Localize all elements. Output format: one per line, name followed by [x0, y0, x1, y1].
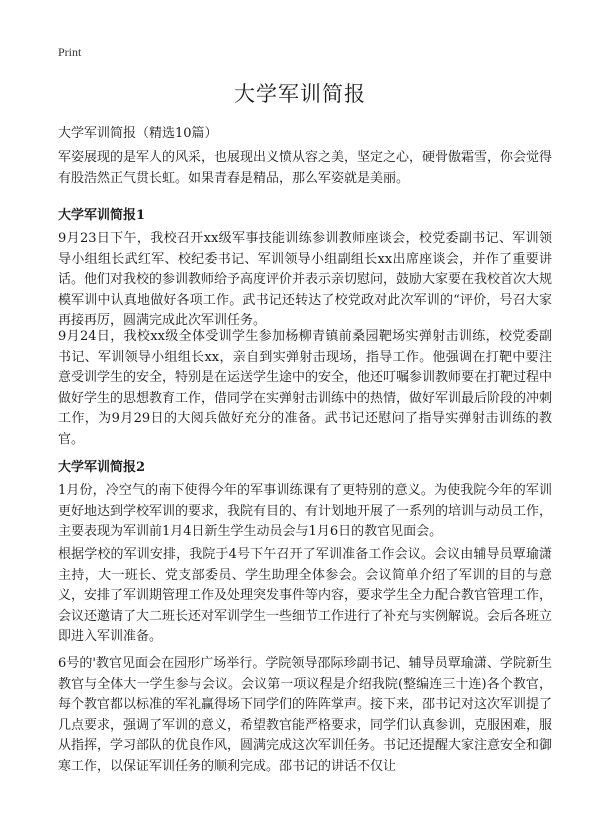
section-2-paragraph-1: 1月份，冷空气的南下使得今年的军事训练课有了更特别的意义。为使我院今年的军训更好地达到学校军训的要求，我院有目的、有计划地开展了一系列的培训与动员工作，主要表现为军训前1月4日新生学生动员会与1月6日的教官见面会。	[58, 483, 553, 540]
section-2-heading: 大学军训简报2	[58, 460, 146, 475]
intro-paragraph: 军姿展现的是军人的风采，也展现出义愤从容之美，坚定之心，硬骨傲霜雪，你会觉得有股浩然正气贯长虹。如果青春是精品，那么军姿就是美丽。	[58, 150, 553, 186]
page-subtitle: 大学军训简报（精选10篇）	[58, 126, 218, 141]
print-link[interactable]: Print	[58, 45, 82, 59]
page-title: 大学军训简报	[234, 82, 366, 106]
section-2-paragraph-2: 根据学校的军训安排，我院于4号下午召开了军训准备工作会议。会议由辅导员覃瑜潇主持，大一班长、党支部委员、学生助理全体参会。会议简单介绍了军训的目的与意义，安排了军训期管理工作及处理突发事件等内容，要求学生全力配合教官管理工作，会议还邀请了大二班长还对军训学生一些细节工作进行了补充与实例解说。会后各班立即进入军训准备。	[58, 547, 553, 645]
section-1-heading: 大学军训简报1	[58, 208, 146, 223]
section-1-paragraph-1: 9月23日下午，我校召开xx级军事技能训练参训教师座谈会，校党委副书记、军训领导小组组长武红军、校纪委书记、军训领导小组副组长xx出席座谈会，并作了重要讲话。他们对我校的参训教师给予高度评价并表示亲切慰问，鼓励大家要在我校首次大规模军训中认真地做好各项工作。武书记还转达了校党政对此次军训的“评价，号召大家再接再厉，圆满完成此次军训任务。	[58, 231, 553, 329]
section-1-paragraph-2: 9月24日，我校xx级全体受训学生参加杨柳青镇前桑园靶场实弹射击训练，校党委副书记、军训领导小组组长xx，亲自到实弹射击现场，指导工作。他强调在打靶中要注意受训学生的安全，特别是在运送学生途中的安全，他还叮嘱参训教师要在打靶过程中做好学生的思想教育工作，借同学在实弹射击训练中的热情，做好军训最后阶段的冲刺工作，为9月29日的大阅兵做好充分的准备。武书记还慰问了指导实弹射击训练的教官。	[58, 329, 553, 447]
section-2-paragraph-3: 6号的'教官见面会在园形广场举行。学院领导邵际珍副书记、辅导员覃瑜潇、学院新生教官与全体大一学生参与会议。会议第一项议程是介绍我院(整编连三十连)各个教官，每个教官都以标准的军礼赢得场下同学们的阵阵掌声。接下来，邵书记对这次军训提了几点要求，强调了军训的意义，希望教官能严格要求，同学们认真参训，克服困难，服从指挥，学习部队的优良作风，圆满完成这次军训任务。书记还提醒大家注意安全和御寒工作，以保证军训任务的顺利完成。邵书记的讲话不仅让	[58, 656, 553, 774]
